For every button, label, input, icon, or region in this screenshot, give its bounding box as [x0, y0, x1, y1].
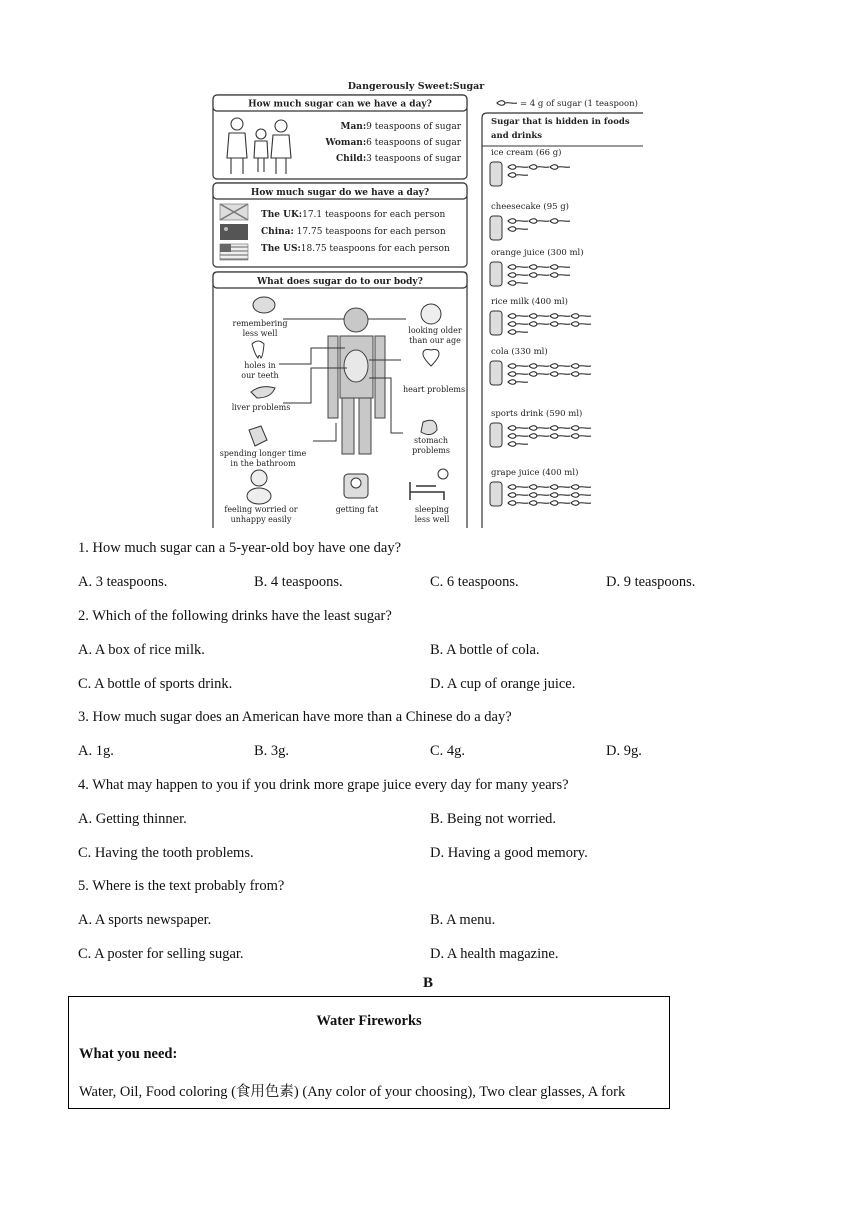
teaspoon-icon [508, 265, 528, 270]
q4-option-a[interactable]: A. Getting thinner. [78, 811, 187, 827]
teaspoon-icon [550, 322, 570, 327]
teaspoon-icon [529, 364, 549, 369]
teaspoon-icon [571, 485, 591, 490]
q1-option-d[interactable]: D. 9 teaspoons. [606, 574, 696, 590]
q2-option-a[interactable]: A. A box of rice milk. [78, 642, 205, 658]
q4-option-b[interactable]: B. Being not worried. [430, 811, 557, 827]
food-item-label: orange juice (300 ml) [491, 248, 584, 258]
what-you-need-label: What you need: [79, 1046, 178, 1062]
teaspoon-icon [508, 227, 528, 232]
svg-text:Woman:6 teaspoons of sugar: Woman:6 teaspoons of sugar [325, 138, 461, 148]
teaspoon-icon [508, 330, 528, 335]
q2-option-c[interactable]: C. A bottle of sports drink. [78, 676, 233, 692]
teaspoon-icon [529, 485, 549, 490]
question-2: 2. Which of the following drinks have the least sugar? [78, 608, 392, 624]
teaspoon-icon [571, 493, 591, 498]
teaspoon-icon [529, 493, 549, 498]
question-1: 1. How much sugar can a 5-year-old boy have one day? [78, 540, 402, 556]
water-fireworks-box [68, 996, 670, 1109]
teaspoon-icon [550, 364, 570, 369]
teaspoon-icon [571, 501, 591, 506]
teaspoon-icon [550, 493, 570, 498]
svg-text:rememberingless well: remembering less well [232, 319, 288, 338]
svg-text:The UK:17.1 teaspoons for each: The UK:17.1 teaspoons for each person [261, 210, 446, 220]
svg-text:looking olderthan our age: looking older than our age [408, 326, 462, 345]
q1-option-a[interactable]: A. 3 teaspoons. [78, 574, 168, 590]
infographic-title: Dangerously Sweet:Sugar [347, 81, 485, 92]
teaspoon-icon [550, 372, 570, 377]
old-face-icon [421, 304, 441, 324]
q1-option-c[interactable]: C. 6 teaspoons. [430, 574, 519, 590]
teaspoon-icon [550, 314, 570, 319]
teaspoon-icon [508, 273, 528, 278]
teaspoon-icon [571, 364, 591, 369]
teaspoon-icon [550, 485, 570, 490]
teaspoon-icon [508, 442, 528, 447]
grape-juice-icon [490, 482, 502, 506]
teaspoon-icon [550, 165, 570, 170]
teaspoon-icon [508, 165, 528, 170]
teaspoon-icon [529, 165, 549, 170]
q5-option-b[interactable]: B. A menu. [430, 912, 496, 928]
sugar-infographic [211, 78, 643, 530]
teaspoon-icon [529, 322, 549, 327]
panel-body-effects [213, 272, 467, 528]
svg-text:heart problems: heart problems [402, 385, 466, 394]
svg-text:Sugar that is hidden in foods: Sugar that is hidden in foods and drinks [491, 117, 630, 141]
stomach-icon [421, 420, 437, 434]
q3-option-c[interactable]: C. 4g. [430, 743, 466, 759]
teaspoon-icon [550, 265, 570, 270]
teaspoon-icon [529, 314, 549, 319]
brain-icon [253, 297, 275, 313]
teaspoon-icon [508, 485, 528, 490]
q4-option-d[interactable]: D. Having a good memory. [430, 845, 588, 861]
q3-option-d[interactable]: D. 9g. [606, 743, 642, 759]
teaspoon-icon [550, 219, 570, 224]
svg-text:liver problems: liver problems [231, 403, 291, 412]
spoon-legend [497, 98, 638, 109]
food-item-label: grape juice (400 ml) [491, 468, 579, 478]
teaspoon-icon [529, 265, 549, 270]
teaspoon-icon [529, 434, 549, 439]
teaspoon-icon [529, 372, 549, 377]
water-fireworks-title: Water Fireworks [316, 1013, 422, 1029]
food-item-label: cheesecake (95 g) [491, 202, 569, 212]
teaspoon-icon [529, 273, 549, 278]
teaspoon-icon [571, 322, 591, 327]
teaspoon-icon [571, 426, 591, 431]
svg-text:sleepingless well: sleeping less well [414, 505, 450, 524]
teaspoon-icon [508, 372, 528, 377]
us-flag-icon [220, 244, 248, 260]
svg-text:Child:3 teaspoons of sugar: Child:3 teaspoons of sugar [335, 154, 461, 164]
q2-option-d[interactable]: D. A cup of orange juice. [430, 676, 576, 692]
q3-option-a[interactable]: A. 1g. [78, 743, 114, 759]
teaspoon-icon [508, 314, 528, 319]
teaspoon-icon [529, 426, 549, 431]
teaspoon-icon [529, 219, 549, 224]
svg-text:What does sugar do to our body: What does sugar do to our body? [257, 277, 423, 287]
svg-text:getting fat: getting fat [335, 505, 379, 514]
teaspoon-icon [550, 273, 570, 278]
food-item-label: cola (330 ml) [491, 347, 548, 357]
teaspoon-icon [508, 426, 528, 431]
q4-option-c[interactable]: C. Having the tooth problems. [78, 845, 254, 861]
svg-text:The US:18.75 teaspoons for eac: The US:18.75 teaspoons for each person [261, 244, 450, 254]
materials-list: Water, Oil, Food coloring (食用色素) (Any color of your choosing), Two clear glasses, A fork [79, 1084, 626, 1100]
teaspoon-icon [508, 173, 528, 178]
panel1-heading: How much sugar can we have a day? [248, 99, 432, 110]
svg-text:holes inour teeth: holes in our teeth [241, 361, 279, 380]
question-4: 4. What may happen to you if you drink more grape juice every day for many years? [78, 777, 569, 793]
food-item-label: sports drink (590 ml) [491, 409, 583, 419]
food-item-label: ice cream (66 g) [491, 148, 562, 158]
cola-bottle-icon [490, 361, 502, 385]
teaspoon-icon [550, 426, 570, 431]
china-flag-icon [220, 224, 248, 240]
svg-text:feeling worried orunhappy easi: feeling worried or unhappy easily [224, 505, 298, 524]
scale-icon [344, 474, 368, 498]
teaspoon-icon [508, 501, 528, 506]
teaspoon-icon [508, 281, 528, 286]
sports-drink-icon [490, 423, 502, 447]
food-item-label: rice milk (400 ml) [491, 297, 568, 307]
q5-option-d[interactable]: D. A health magazine. [430, 946, 559, 962]
teaspoon-icon [571, 314, 591, 319]
teaspoon-icon [508, 219, 528, 224]
teaspoon-icon [508, 364, 528, 369]
svg-text:Man:9 teaspoons of sugar: Man:9 teaspoons of sugar [340, 122, 461, 132]
svg-text:stomachproblems: stomach problems [412, 436, 450, 455]
svg-text:China: 17.75 teaspoons for eac: China: 17.75 teaspoons for each person [261, 227, 446, 237]
panel-sugar-consumption [213, 183, 467, 267]
rice-milk-icon [490, 311, 502, 335]
section-b-heading: B [423, 975, 434, 991]
q2-option-b[interactable]: B. A bottle of cola. [430, 642, 540, 658]
teaspoon-icon [508, 380, 528, 385]
teaspoon-icon [571, 372, 591, 377]
orange-juice-icon [490, 262, 502, 286]
teaspoon-icon [571, 434, 591, 439]
svg-text:= 4 g of sugar (1 teaspoon): = 4 g of sugar (1 teaspoon) [520, 99, 638, 109]
svg-text:spending longer timein the bat: spending longer time in the bathroom [219, 449, 307, 468]
teaspoon-icon [529, 501, 549, 506]
ice-cream-icon [490, 162, 502, 186]
q1-option-b[interactable]: B. 4 teaspoons. [254, 574, 343, 590]
q3-option-b[interactable]: B. 3g. [254, 743, 290, 759]
svg-text:How much sugar do we have a da: How much sugar do we have a day? [250, 188, 430, 198]
cheesecake-icon [490, 216, 502, 240]
question-3: 3. How much sugar does an American have more than a Chinese do a day? [78, 709, 512, 725]
q5-option-c[interactable]: C. A poster for selling sugar. [78, 946, 244, 962]
teaspoon-icon [550, 434, 570, 439]
teaspoon-icon [508, 434, 528, 439]
uk-flag-icon [220, 204, 248, 220]
teaspoon-icon [508, 493, 528, 498]
panel-sugar-allowance [213, 95, 467, 179]
question-5: 5. Where is the text probably from? [78, 878, 285, 894]
panel-hidden-sugar [482, 113, 643, 528]
teaspoon-icon [508, 322, 528, 327]
teaspoon-icon [550, 501, 570, 506]
q5-option-a[interactable]: A. A sports newspaper. [78, 912, 212, 928]
